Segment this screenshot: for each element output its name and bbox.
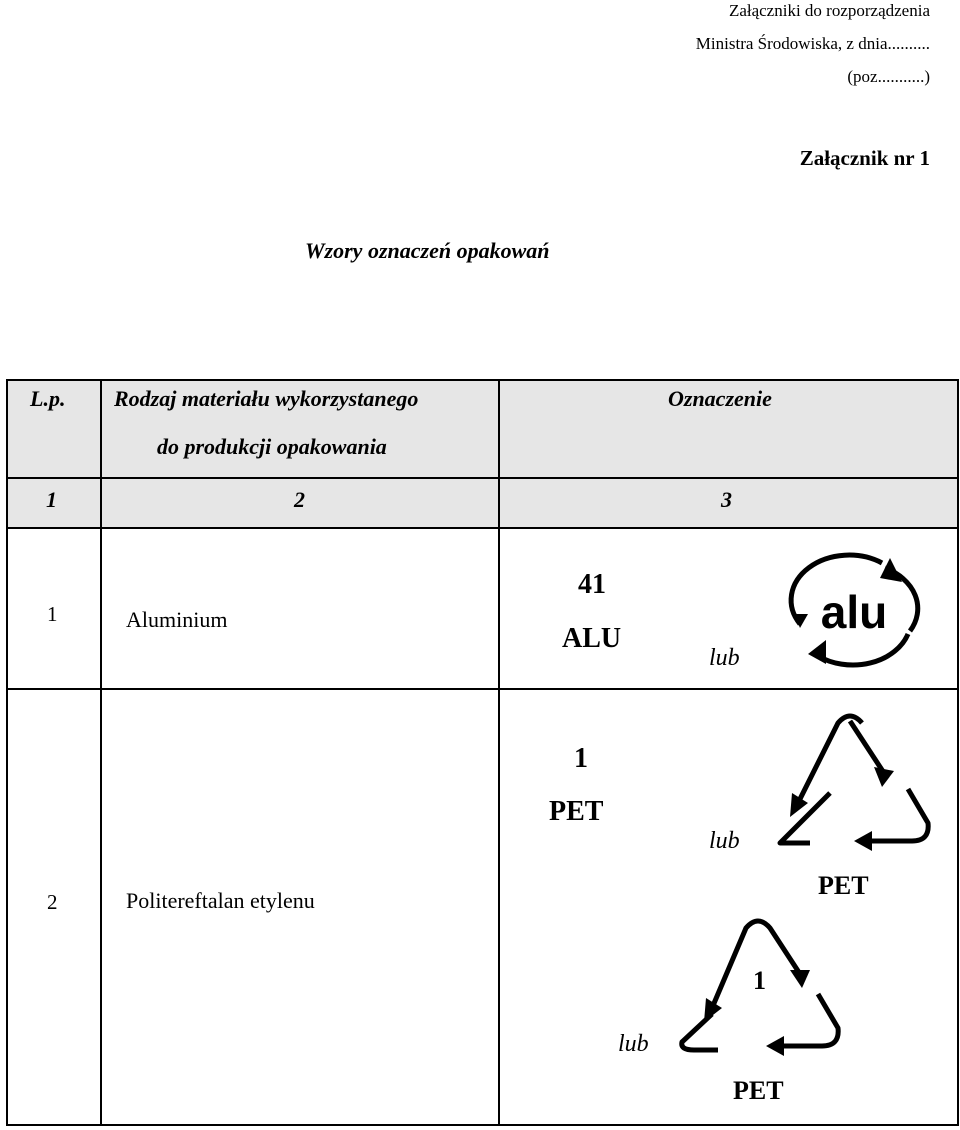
row1-abbr: ALU xyxy=(562,623,622,654)
col-number-2: 2 xyxy=(294,487,305,512)
annex-label: Załącznik nr 1 xyxy=(799,146,930,170)
row2-or-2: lub xyxy=(618,1031,649,1057)
row2-material: Politereftalan etylenu xyxy=(126,888,315,913)
row1-or: lub xyxy=(709,645,740,671)
row2-or-1: lub xyxy=(709,828,740,854)
header-line-1: Załączniki do rozporządzenia xyxy=(728,1,930,20)
table-border-left xyxy=(6,379,8,1126)
col-header-material-line2: do produkcji opakowania xyxy=(157,434,387,459)
row1-lp: 1 xyxy=(47,602,58,626)
col-header-material-line1: Rodzaj materiału wykorzystanego xyxy=(114,386,419,411)
document-title: Wzory oznaczeń opakowań xyxy=(305,238,550,263)
recycling-triangle-icon-1 xyxy=(770,713,940,853)
row1-code: 41 xyxy=(578,569,606,600)
table-border-right xyxy=(957,379,959,1126)
col-header-lp: L.p. xyxy=(30,386,66,411)
row2-code: 1 xyxy=(574,743,588,774)
col-header-marking: Oznaczenie xyxy=(668,386,772,411)
alu-icon-text: alu xyxy=(820,586,888,638)
col-number-1: 1 xyxy=(46,487,57,512)
table-rule-header xyxy=(6,477,959,479)
table-col-divider-1 xyxy=(100,379,102,1126)
icon2-label: PET xyxy=(733,1076,784,1105)
col-number-3: 3 xyxy=(721,487,732,512)
row1-material: Aluminium xyxy=(126,607,228,632)
alu-recycling-icon xyxy=(790,556,920,676)
icon2-number: 1 xyxy=(753,966,766,995)
table-rule-numbers xyxy=(6,527,959,529)
row2-abbr: PET xyxy=(549,796,604,827)
table-col-divider-2 xyxy=(498,379,500,1126)
row2-lp: 2 xyxy=(47,890,58,914)
header-line-2: Ministra Środowiska, z dnia.......... xyxy=(695,34,930,53)
table-border-bottom xyxy=(6,1124,959,1126)
table-rule-row1 xyxy=(6,688,959,690)
icon1-label: PET xyxy=(818,871,869,900)
table-border-top xyxy=(6,379,959,381)
header-line-3: (poz...........) xyxy=(847,67,930,86)
